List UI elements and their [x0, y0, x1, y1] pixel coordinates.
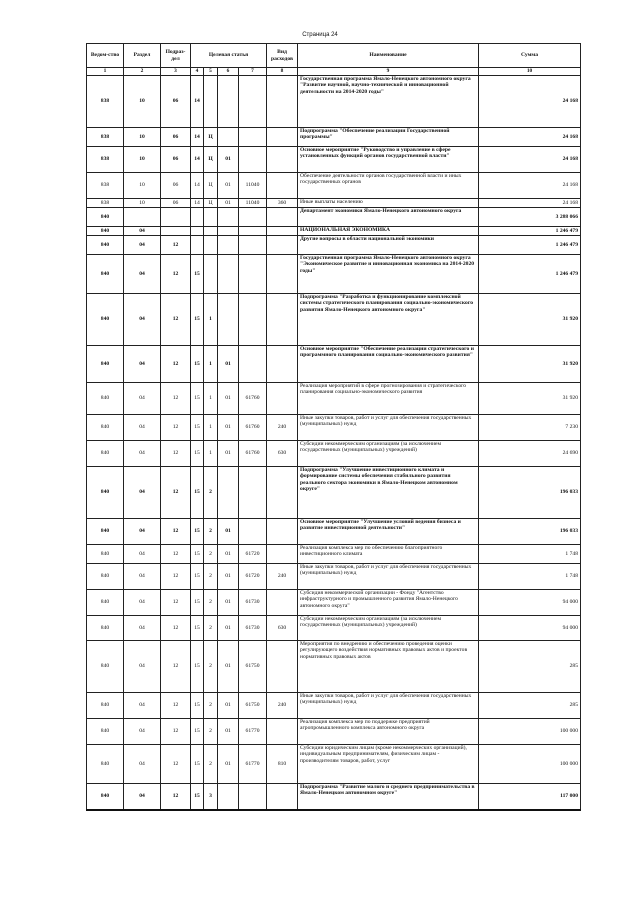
cell-naimenovanie: Подпрограмма "Улучшение инвестиционного климата и формирование системы обеспечения стабильного развития реального сектора экономики в Ямало-Ненецком автономном округе": [298, 467, 479, 519]
cell-naimenovanie: Основное мероприятие "Улучшение условий ведения бизнеса и развитие инвестиционной деятельности": [298, 519, 479, 545]
cell-podrazdel: 12: [161, 616, 191, 641]
cell-celevaya-4: [239, 236, 267, 255]
cell-celevaya-1: [191, 208, 204, 227]
cell-celevaya-1: 15: [191, 590, 204, 616]
cell-summa: 1 246 479: [479, 227, 581, 236]
cell-vid-rashodov: 810: [267, 745, 298, 784]
header-summa: Сумма: [479, 44, 581, 68]
cell-celevaya-2: [204, 76, 218, 128]
table-row: [87, 227, 581, 236]
table-row: [87, 199, 581, 208]
cell-summa: 196 033: [479, 467, 581, 519]
cell-celevaya-4: 61760: [239, 415, 267, 441]
table-row: [87, 128, 581, 147]
table-row: [87, 719, 581, 745]
cell-celevaya-2: 1: [204, 346, 218, 383]
cell-celevaya-2: Ц: [204, 173, 218, 199]
cell-podrazdel: 12: [161, 564, 191, 590]
cell-summa: 1 748: [479, 545, 581, 564]
cell-podrazdel: 12: [161, 693, 191, 719]
cell-celevaya-4: [239, 346, 267, 383]
cell-razdel: 04: [124, 227, 161, 236]
cell-vedomstvo: 840: [87, 255, 124, 294]
cell-celevaya-4: [239, 208, 267, 227]
cell-vedomstvo: 840: [87, 616, 124, 641]
table-row: [87, 590, 581, 616]
cell-celevaya-1: 14: [191, 128, 204, 147]
cell-celevaya-3: [218, 227, 239, 236]
cell-razdel: 04: [124, 564, 161, 590]
cell-celevaya-2: 1: [204, 441, 218, 467]
table-row: [87, 208, 581, 227]
cell-celevaya-1: 15: [191, 745, 204, 784]
header-vid-rashodov: Вид расходов: [267, 44, 298, 68]
cell-celevaya-2: [204, 227, 218, 236]
cell-celevaya-1: [191, 236, 204, 255]
column-number: 7: [239, 68, 267, 76]
cell-summa: 24 168: [479, 128, 581, 147]
cell-podrazdel: 12: [161, 294, 191, 346]
cell-celevaya-1: [191, 227, 204, 236]
cell-vid-rashodov: [267, 76, 298, 128]
cell-vedomstvo: 840: [87, 227, 124, 236]
cell-vedomstvo: 840: [87, 441, 124, 467]
cell-celevaya-1: 14: [191, 173, 204, 199]
cell-vid-rashodov: [267, 719, 298, 745]
cell-naimenovanie: Государственная программа Ямало-Ненецкого автономного округа "Развитие научной, научно-технической и инновационной деятельности на 2014-2020 годы": [298, 76, 479, 128]
cell-celevaya-4: 61770: [239, 719, 267, 745]
cell-celevaya-2: [204, 255, 218, 294]
cell-vid-rashodov: [267, 784, 298, 810]
cell-vid-rashodov: 360: [267, 199, 298, 208]
cell-vedomstvo: 840: [87, 590, 124, 616]
cell-naimenovanie: НАЦИОНАЛЬНАЯ ЭКОНОМИКА: [298, 227, 479, 236]
cell-celevaya-3: 01: [218, 199, 239, 208]
cell-vid-rashodov: [267, 294, 298, 346]
cell-celevaya-2: 3: [204, 784, 218, 810]
cell-celevaya-2: 1: [204, 383, 218, 415]
cell-razdel: 04: [124, 784, 161, 810]
cell-podrazdel: 12: [161, 641, 191, 693]
cell-summa: 1 246 479: [479, 255, 581, 294]
cell-celevaya-4: 61720: [239, 545, 267, 564]
cell-podrazdel: [161, 227, 191, 236]
cell-celevaya-4: [239, 294, 267, 346]
cell-vedomstvo: 838: [87, 147, 124, 173]
cell-celevaya-4: [239, 76, 267, 128]
column-number: 4: [191, 68, 204, 76]
cell-vid-rashodov: [267, 545, 298, 564]
cell-celevaya-1: 15: [191, 564, 204, 590]
cell-vid-rashodov: 240: [267, 693, 298, 719]
cell-razdel: 04: [124, 719, 161, 745]
cell-podrazdel: 12: [161, 590, 191, 616]
cell-celevaya-1: 14: [191, 199, 204, 208]
cell-celevaya-2: [204, 236, 218, 255]
cell-celevaya-3: [218, 294, 239, 346]
cell-celevaya-2: 2: [204, 719, 218, 745]
cell-vid-rashodov: 630: [267, 441, 298, 467]
cell-podrazdel: 06: [161, 76, 191, 128]
cell-vid-rashodov: [267, 346, 298, 383]
cell-celevaya-3: 01: [218, 719, 239, 745]
cell-celevaya-1: 15: [191, 383, 204, 415]
cell-vedomstvo: 840: [87, 641, 124, 693]
cell-celevaya-2: 2: [204, 519, 218, 545]
cell-vid-rashodov: 240: [267, 415, 298, 441]
cell-razdel: 04: [124, 616, 161, 641]
cell-summa: 94 000: [479, 590, 581, 616]
cell-celevaya-4: 61730: [239, 616, 267, 641]
cell-vid-rashodov: [267, 519, 298, 545]
cell-celevaya-4: 61760: [239, 441, 267, 467]
table-row: [87, 784, 581, 810]
table-row: [87, 236, 581, 255]
cell-celevaya-3: 01: [218, 564, 239, 590]
cell-celevaya-4: 61750: [239, 693, 267, 719]
column-number: 10: [479, 68, 581, 76]
cell-celevaya-3: 01: [218, 441, 239, 467]
cell-podrazdel: 06: [161, 128, 191, 147]
cell-celevaya-2: 2: [204, 641, 218, 693]
cell-celevaya-4: 61730: [239, 590, 267, 616]
cell-celevaya-1: 15: [191, 415, 204, 441]
cell-celevaya-3: 01: [218, 519, 239, 545]
cell-celevaya-3: 01: [218, 590, 239, 616]
cell-vid-rashodov: [267, 147, 298, 173]
header-razdel: Раздел: [124, 44, 161, 68]
cell-celevaya-1: 15: [191, 346, 204, 383]
cell-naimenovanie: Иные закупки товаров, работ и услуг для обеспечения государственных (муниципальных) нужд: [298, 693, 479, 719]
cell-razdel: 04: [124, 294, 161, 346]
cell-celevaya-3: 01: [218, 147, 239, 173]
cell-podrazdel: 06: [161, 199, 191, 208]
cell-celevaya-1: 15: [191, 519, 204, 545]
cell-summa: 196 033: [479, 519, 581, 545]
cell-summa: 100 000: [479, 719, 581, 745]
cell-razdel: 10: [124, 199, 161, 208]
table-row: [87, 173, 581, 199]
cell-celevaya-2: [204, 208, 218, 227]
cell-podrazdel: 12: [161, 519, 191, 545]
cell-summa: 1 748: [479, 564, 581, 590]
cell-razdel: 04: [124, 745, 161, 784]
cell-vedomstvo: 838: [87, 173, 124, 199]
cell-podrazdel: [161, 208, 191, 227]
cell-summa: 100 000: [479, 745, 581, 784]
column-number: 5: [204, 68, 218, 76]
cell-celevaya-1: 15: [191, 255, 204, 294]
cell-podrazdel: 06: [161, 147, 191, 173]
cell-celevaya-2: 2: [204, 564, 218, 590]
cell-summa: 94 000: [479, 616, 581, 641]
cell-naimenovanie: Подпрограмма "Развитие малого и среднего предпринимательства в Ямало-Ненецком автономном округе": [298, 784, 479, 810]
table-row: [87, 294, 581, 346]
cell-podrazdel: 12: [161, 346, 191, 383]
table-row: [87, 616, 581, 641]
header-naimenovanie: Наименование: [298, 44, 479, 68]
cell-naimenovanie: Реализация мероприятий в сфере прогнозирования и стратегического планирования социально-экономического развития: [298, 383, 479, 415]
cell-naimenovanie: Обеспечение деятельности органов государственной власти и иных государственных органов: [298, 173, 479, 199]
cell-summa: 7 230: [479, 415, 581, 441]
cell-podrazdel: 12: [161, 745, 191, 784]
cell-naimenovanie: Субсидии некоммерческим организациям (за исключением государственных (муниципальных) учреждений): [298, 441, 479, 467]
cell-vid-rashodov: [267, 173, 298, 199]
cell-celevaya-3: [218, 467, 239, 519]
cell-celevaya-2: Ц: [204, 128, 218, 147]
cell-celevaya-1: 15: [191, 545, 204, 564]
cell-vedomstvo: 838: [87, 199, 124, 208]
cell-celevaya-1: 15: [191, 467, 204, 519]
cell-celevaya-3: 01: [218, 173, 239, 199]
cell-vid-rashodov: [267, 383, 298, 415]
cell-summa: 117 000: [479, 784, 581, 810]
cell-summa: 24 168: [479, 147, 581, 173]
cell-celevaya-4: [239, 784, 267, 810]
cell-podrazdel: 12: [161, 236, 191, 255]
cell-razdel: 04: [124, 383, 161, 415]
cell-vedomstvo: 840: [87, 545, 124, 564]
cell-celevaya-2: 2: [204, 467, 218, 519]
cell-celevaya-3: [218, 76, 239, 128]
cell-naimenovanie: Субсидии юридическим лицам (кроме некоммерческих организаций), индивидуальным предпринимателям, физическим лицам - производителям товаров, работ, услуг: [298, 745, 479, 784]
table-row: [87, 415, 581, 441]
cell-celevaya-1: 14: [191, 76, 204, 128]
table-row: [87, 255, 581, 294]
cell-celevaya-1: 15: [191, 616, 204, 641]
cell-celevaya-1: 15: [191, 784, 204, 810]
cell-podrazdel: 12: [161, 415, 191, 441]
cell-razdel: 04: [124, 693, 161, 719]
cell-podrazdel: 12: [161, 255, 191, 294]
cell-celevaya-3: 01: [218, 616, 239, 641]
cell-celevaya-1: 15: [191, 294, 204, 346]
cell-razdel: 10: [124, 173, 161, 199]
cell-celevaya-2: 1: [204, 415, 218, 441]
cell-vid-rashodov: [267, 590, 298, 616]
cell-celevaya-2: 2: [204, 745, 218, 784]
cell-celevaya-4: [239, 147, 267, 173]
table-row: [87, 641, 581, 693]
cell-celevaya-4: 61770: [239, 745, 267, 784]
cell-summa: 24 168: [479, 199, 581, 208]
table-row: [87, 467, 581, 519]
cell-vid-rashodov: [267, 128, 298, 147]
column-number: 8: [267, 68, 298, 76]
cell-naimenovanie: Подпрограмма "Обеспечение реализации Государственной программы": [298, 128, 479, 147]
table-row: [87, 441, 581, 467]
cell-celevaya-2: Ц: [204, 147, 218, 173]
cell-vid-rashodov: 240: [267, 564, 298, 590]
cell-naimenovanie: Мероприятия по внедрению и обеспечению проведения оценки регулирующего воздействия нормативных правовых актов и проектов нормативных правовых актов: [298, 641, 479, 693]
column-number: 6: [218, 68, 239, 76]
cell-celevaya-1: 15: [191, 719, 204, 745]
cell-celevaya-1: 15: [191, 641, 204, 693]
cell-summa: 1 246 479: [479, 236, 581, 255]
cell-naimenovanie: Субсидия некоммерческой организации - Фонду "Агентство инфраструктурного и промышленного развития Ямало-Ненецкого автономного округа": [298, 590, 479, 616]
cell-razdel: 10: [124, 147, 161, 173]
cell-podrazdel: 12: [161, 383, 191, 415]
cell-razdel: 04: [124, 545, 161, 564]
cell-naimenovanie: Основное мероприятие "Руководство и управление в сфере установленных функций органов государственной власти": [298, 147, 479, 173]
cell-celevaya-1: 14: [191, 147, 204, 173]
cell-razdel: 04: [124, 641, 161, 693]
cell-naimenovanie: Иные закупки товаров, работ и услуг для обеспечения государственных (муниципальных) нужд: [298, 564, 479, 590]
cell-celevaya-3: [218, 208, 239, 227]
table-row: [87, 346, 581, 383]
cell-celevaya-3: 01: [218, 745, 239, 784]
cell-vedomstvo: 840: [87, 784, 124, 810]
cell-razdel: 04: [124, 346, 161, 383]
cell-celevaya-3: 01: [218, 641, 239, 693]
cell-vid-rashodov: [267, 208, 298, 227]
cell-vedomstvo: 840: [87, 294, 124, 346]
column-number: 3: [161, 68, 191, 76]
cell-vedomstvo: 838: [87, 76, 124, 128]
cell-summa: 285: [479, 693, 581, 719]
cell-razdel: 04: [124, 519, 161, 545]
cell-naimenovanie: Государственная программа Ямало-Ненецкого автономного округа "Экономическое развитие и инновационная экономика на 2014-2020 годы": [298, 255, 479, 294]
cell-celevaya-3: 01: [218, 415, 239, 441]
column-number: 1: [87, 68, 124, 76]
cell-summa: 24 690: [479, 441, 581, 467]
cell-vid-rashodov: [267, 255, 298, 294]
cell-naimenovanie: Реализация комплекса мер по обеспечению благоприятного инвестиционного климата: [298, 545, 479, 564]
cell-celevaya-3: [218, 128, 239, 147]
column-number-row: [87, 68, 581, 76]
cell-razdel: 04: [124, 441, 161, 467]
table-row: [87, 147, 581, 173]
cell-razdel: 04: [124, 590, 161, 616]
cell-vid-rashodov: [267, 236, 298, 255]
cell-vedomstvo: 840: [87, 693, 124, 719]
table-row: [87, 564, 581, 590]
cell-celevaya-4: 61720: [239, 564, 267, 590]
cell-podrazdel: 12: [161, 719, 191, 745]
cell-summa: 3 288 066: [479, 208, 581, 227]
cell-celevaya-2: 2: [204, 590, 218, 616]
cell-celevaya-3: [218, 236, 239, 255]
cell-podrazdel: 12: [161, 441, 191, 467]
cell-celevaya-1: 15: [191, 441, 204, 467]
cell-vid-rashodov: [267, 227, 298, 236]
table-row: [87, 76, 581, 128]
cell-vedomstvo: 840: [87, 236, 124, 255]
header-vedomstvo: Ведом-ство: [87, 44, 124, 68]
cell-summa: 31 920: [479, 346, 581, 383]
cell-vedomstvo: 840: [87, 719, 124, 745]
header-celevaya-statya: Целевая статья: [191, 44, 267, 68]
header-podrazdel: Подраз-дел: [161, 44, 191, 68]
cell-naimenovanie: Основное мероприятие "Обеспечение реализации стратегического и программного планирования социально-экономического развития": [298, 346, 479, 383]
table-row: [87, 519, 581, 545]
cell-razdel: 10: [124, 128, 161, 147]
cell-vedomstvo: 840: [87, 564, 124, 590]
cell-podrazdel: 12: [161, 784, 191, 810]
cell-naimenovanie: Другие вопросы в области национальной экономики: [298, 236, 479, 255]
cell-celevaya-4: 61760: [239, 383, 267, 415]
cell-naimenovanie: Департамент экономики Ямало-Ненецкого автономного округа: [298, 208, 479, 227]
cell-vedomstvo: 840: [87, 415, 124, 441]
cell-summa: 24 168: [479, 173, 581, 199]
column-number: 2: [124, 68, 161, 76]
cell-podrazdel: 12: [161, 467, 191, 519]
cell-celevaya-3: [218, 784, 239, 810]
cell-vedomstvo: 840: [87, 467, 124, 519]
table-row: [87, 383, 581, 415]
cell-celevaya-4: [239, 467, 267, 519]
cell-celevaya-3: 01: [218, 383, 239, 415]
cell-naimenovanie: Иные выплаты населению: [298, 199, 479, 208]
cell-summa: 24 168: [479, 76, 581, 128]
cell-celevaya-3: 01: [218, 346, 239, 383]
cell-razdel: 04: [124, 255, 161, 294]
cell-summa: 31 920: [479, 294, 581, 346]
cell-celevaya-4: 61750: [239, 641, 267, 693]
cell-celevaya-2: 2: [204, 616, 218, 641]
cell-vedomstvo: 840: [87, 745, 124, 784]
cell-summa: 31 920: [479, 383, 581, 415]
cell-celevaya-2: 1: [204, 294, 218, 346]
table-row: [87, 745, 581, 784]
cell-naimenovanie: Иные закупки товаров, работ и услуг для обеспечения государственных (муниципальных) нужд: [298, 415, 479, 441]
cell-celevaya-4: 11040: [239, 173, 267, 199]
cell-vedomstvo: 840: [87, 208, 124, 227]
cell-celevaya-1: 15: [191, 693, 204, 719]
cell-razdel: 04: [124, 467, 161, 519]
cell-razdel: 10: [124, 76, 161, 128]
table-row: [87, 693, 581, 719]
cell-vid-rashodov: [267, 641, 298, 693]
cell-celevaya-4: [239, 227, 267, 236]
cell-naimenovanie: Подпрограмма "Разработка и функционирование комплексной системы стратегического планирования социально-экономического развития Ямало-Ненецкого автономного округа": [298, 294, 479, 346]
column-number: 9: [298, 68, 479, 76]
cell-vedomstvo: 840: [87, 519, 124, 545]
cell-podrazdel: 12: [161, 545, 191, 564]
cell-razdel: 04: [124, 415, 161, 441]
cell-celevaya-2: 2: [204, 545, 218, 564]
cell-naimenovanie: Реализация комплекса мер по поддержке предприятий агропромышленного комплекса автономного округа: [298, 719, 479, 745]
table-row: [87, 545, 581, 564]
cell-celevaya-4: 11040: [239, 199, 267, 208]
page-number-label: Страница 24: [302, 32, 338, 38]
cell-razdel: 04: [124, 236, 161, 255]
cell-vedomstvo: 840: [87, 383, 124, 415]
cell-razdel: [124, 208, 161, 227]
header-row: [87, 44, 581, 68]
budget-table: [86, 43, 581, 811]
cell-celevaya-4: [239, 255, 267, 294]
cell-celevaya-4: [239, 128, 267, 147]
cell-celevaya-4: [239, 519, 267, 545]
cell-podrazdel: 06: [161, 173, 191, 199]
cell-celevaya-2: Ц: [204, 199, 218, 208]
cell-celevaya-3: 01: [218, 545, 239, 564]
cell-celevaya-2: 2: [204, 693, 218, 719]
cell-vid-rashodov: [267, 467, 298, 519]
cell-celevaya-3: 01: [218, 693, 239, 719]
cell-vid-rashodov: 630: [267, 616, 298, 641]
cell-vedomstvo: 838: [87, 128, 124, 147]
cell-vedomstvo: 840: [87, 346, 124, 383]
cell-summa: 285: [479, 641, 581, 693]
cell-naimenovanie: Субсидии некоммерческим организациям (за исключением государственных (муниципальных) учреждений): [298, 616, 479, 641]
cell-celevaya-3: [218, 255, 239, 294]
